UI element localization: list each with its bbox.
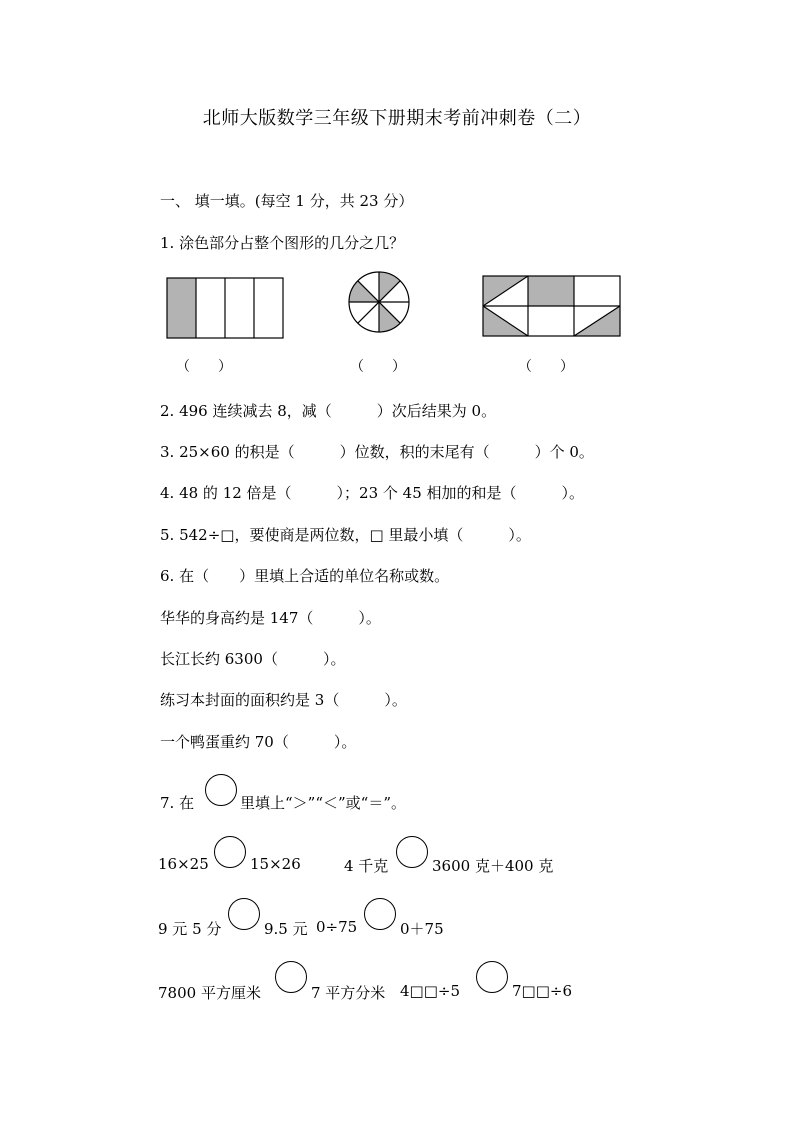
shaded-part [379, 272, 400, 302]
q6-item: 一个鸭蛋重约 70（ ）。 [160, 733, 357, 751]
compare-right: 3600 克＋400 克 [432, 857, 554, 875]
compare-left: 4□□÷5 [400, 982, 460, 1000]
compare-right: 0＋75 [400, 920, 444, 938]
compare-circle[interactable] [228, 898, 260, 930]
answer-blank-1[interactable]: （ ） [176, 359, 232, 375]
compare-left: 7800 平方厘米 [158, 984, 261, 1002]
shaded-part [528, 276, 574, 306]
compare-right: 9.5 元 [264, 920, 308, 938]
question-4: 4. 48 的 12 倍是（ ）；23 个 45 相加的和是（ ）。 [160, 484, 585, 502]
shaded-part [349, 281, 379, 302]
compare-circle[interactable] [364, 898, 396, 930]
section-heading: 一、 填一填。(每空 1 分，共 23 分） [160, 192, 414, 210]
question-7-suffix: 里填上“＞”“＜”或“＝”。 [240, 794, 407, 812]
compare-left: 0÷75 [316, 918, 358, 936]
compare-right: 7 平方分米 [311, 984, 386, 1002]
question-6: 6. 在（ ）里填上合适的单位名称或数。 [160, 567, 450, 585]
question-5: 5. 542÷□，要使商是两位数，□ 里最小填（ ）。 [160, 526, 531, 544]
compare-circle[interactable] [214, 836, 246, 868]
compare-circle[interactable] [476, 961, 508, 993]
page-title: 北师大版数学三年级下册期末考前冲刺卷（二） [202, 108, 592, 129]
q6-item: 华华的身高约是 147（ ）。 [160, 609, 381, 627]
question-7-prefix: 7. 在 [160, 794, 195, 812]
compare-left: 4 千克 [344, 857, 389, 875]
figure-rectangle-triangles [482, 275, 622, 339]
compare-right: 7□□÷6 [512, 982, 572, 1000]
compare-right: 15×26 [250, 855, 301, 873]
compare-circle[interactable] [205, 774, 237, 806]
compare-left: 9 元 5 分 [158, 920, 222, 938]
figure-circle-eighths [347, 270, 411, 334]
question-3: 3. 25×60 的积是（ ）位数，积的末尾有（ ）个 0。 [160, 443, 594, 461]
compare-left: 16×25 [158, 855, 209, 873]
q6-item: 长江长约 6300（ ）。 [160, 650, 346, 668]
shaded-part [167, 278, 196, 338]
q6-item: 练习本封面的面积约是 3（ ）。 [160, 691, 407, 709]
shaded-part [379, 302, 400, 332]
answer-blank-3[interactable]: （ ） [518, 359, 574, 375]
answer-blank-2[interactable]: （ ） [350, 359, 406, 375]
figure-rectangle-quarters [166, 277, 284, 339]
question-2: 2. 496 连续减去 8，减（ ）次后结果为 0。 [160, 402, 497, 420]
question-1: 1. 涂色部分占整个图形的几分之几？ [160, 234, 405, 252]
compare-circle[interactable] [396, 836, 428, 868]
compare-circle[interactable] [275, 961, 307, 993]
